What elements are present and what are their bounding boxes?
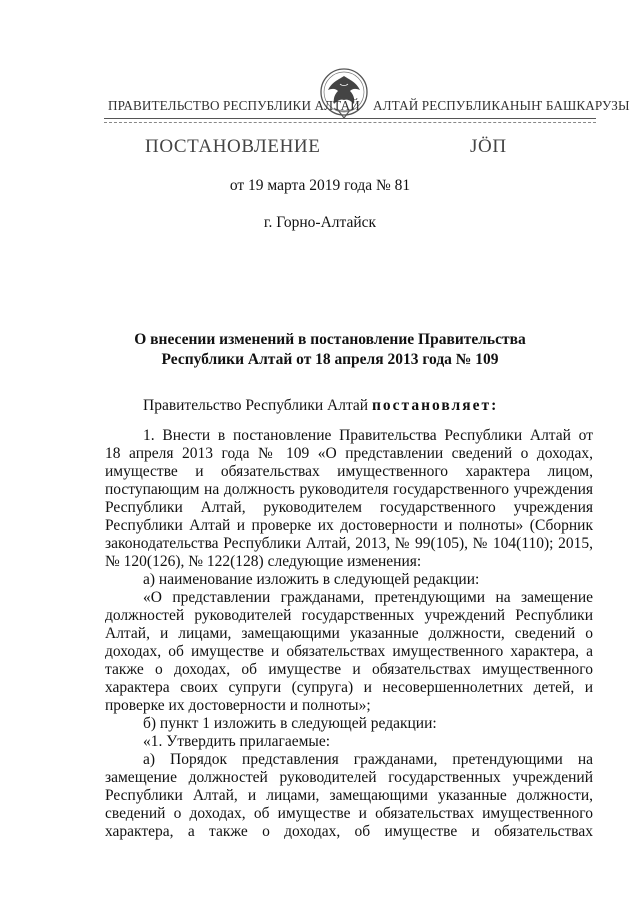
header-divider-secondary: [104, 122, 596, 123]
paragraph-4: б) пункт 1 изложить в следующей редакции:: [143, 715, 437, 732]
text-line: должностей руководителей государственных учреждений Республики: [105, 607, 593, 624]
text-line: 1. Внести в постановление Правительства Республики Алтай от: [143, 427, 593, 444]
text-line: проверке их достоверности и полноты»;: [105, 697, 371, 714]
paragraph-2: а) наименование изложить в следующей редакции:: [143, 571, 480, 588]
document-type-altai: JӦП: [470, 136, 507, 157]
text-line: «О представлении гражданами, претендующими на замещение: [143, 589, 593, 606]
text-line: Республики Алтай и проверке их достоверности и полноты» (Сборник: [105, 517, 593, 534]
text-line: поступающим на должность руководителя государственного учреждения: [105, 481, 593, 498]
resolution-lead: [105, 397, 593, 415]
paragraph-6: [105, 751, 593, 841]
text-line: характера своих супруги (супруга) и несовершеннолетних детей, и: [105, 679, 593, 696]
text-line: также о доходах, об имуществе и обязательствах имущественного: [105, 661, 593, 678]
text-line: Республики Алтай, и лицами, замещающими указанные должности,: [105, 787, 593, 804]
text-line: замещение должностей руководителей государственных учреждений: [105, 769, 593, 786]
coat-of-arms-emblem-icon: [318, 64, 370, 124]
document-title-line: О внесении изменений в постановление Правительства: [134, 331, 526, 348]
paragraph-5: «1. Утвердить прилагаемые:: [143, 733, 331, 750]
document-type-russian: ПОСТАНОВЛЕНИЕ: [145, 136, 321, 157]
text-line: характера, а также о доходах, об имуществе и обязательствах: [105, 823, 593, 840]
text-line: Республики Алтай, руководителем государственного учреждения: [105, 499, 593, 516]
text-line: а) Порядок представления гражданами, претендующими на: [143, 751, 593, 768]
government-name-altai: АЛТАЙ РЕСПУБЛИКАНЫҤ БАШКАРУЗЫ: [373, 98, 630, 113]
lead-text: Правительство Республики Алтай: [143, 397, 372, 414]
lead-verb: постановляет:: [371, 397, 499, 414]
text-line: законодательства Республики Алтай, 2013, № 99(105), № 104(110); 2015,: [105, 535, 593, 552]
header-divider: [104, 118, 596, 119]
document-title: [100, 330, 560, 370]
government-name-russian: ПРАВИТЕЛЬСТВО РЕСПУБЛИКИ АЛТАЙ: [108, 98, 360, 113]
document-title-line: Республики Алтай от 18 апреля 2013 года № 109: [161, 351, 499, 368]
paragraph-3: [105, 589, 593, 715]
text-line: Алтай, и лицами, замещающими указанные должности, сведений о: [105, 625, 593, 642]
text-line: 18 апреля 2013 года № 109 «О представлении сведений о доходах,: [105, 445, 593, 462]
paragraph-1: [105, 427, 593, 571]
document-date-number: от 19 марта 2019 года № 81: [229, 177, 411, 194]
document-city: г. Горно-Алтайск: [263, 214, 377, 231]
text-line: № 120(126), № 122(128) следующие изменения:: [105, 553, 422, 570]
text-line: сведений о доходах, об имуществе и обязательствах имущественного: [105, 805, 593, 822]
text-line: доходах, об имуществе и обязательствах имущественного характера, а: [105, 643, 593, 660]
text-line: имуществе и обязательствах имущественного характера лицом,: [105, 463, 593, 480]
document-body: [105, 397, 593, 841]
